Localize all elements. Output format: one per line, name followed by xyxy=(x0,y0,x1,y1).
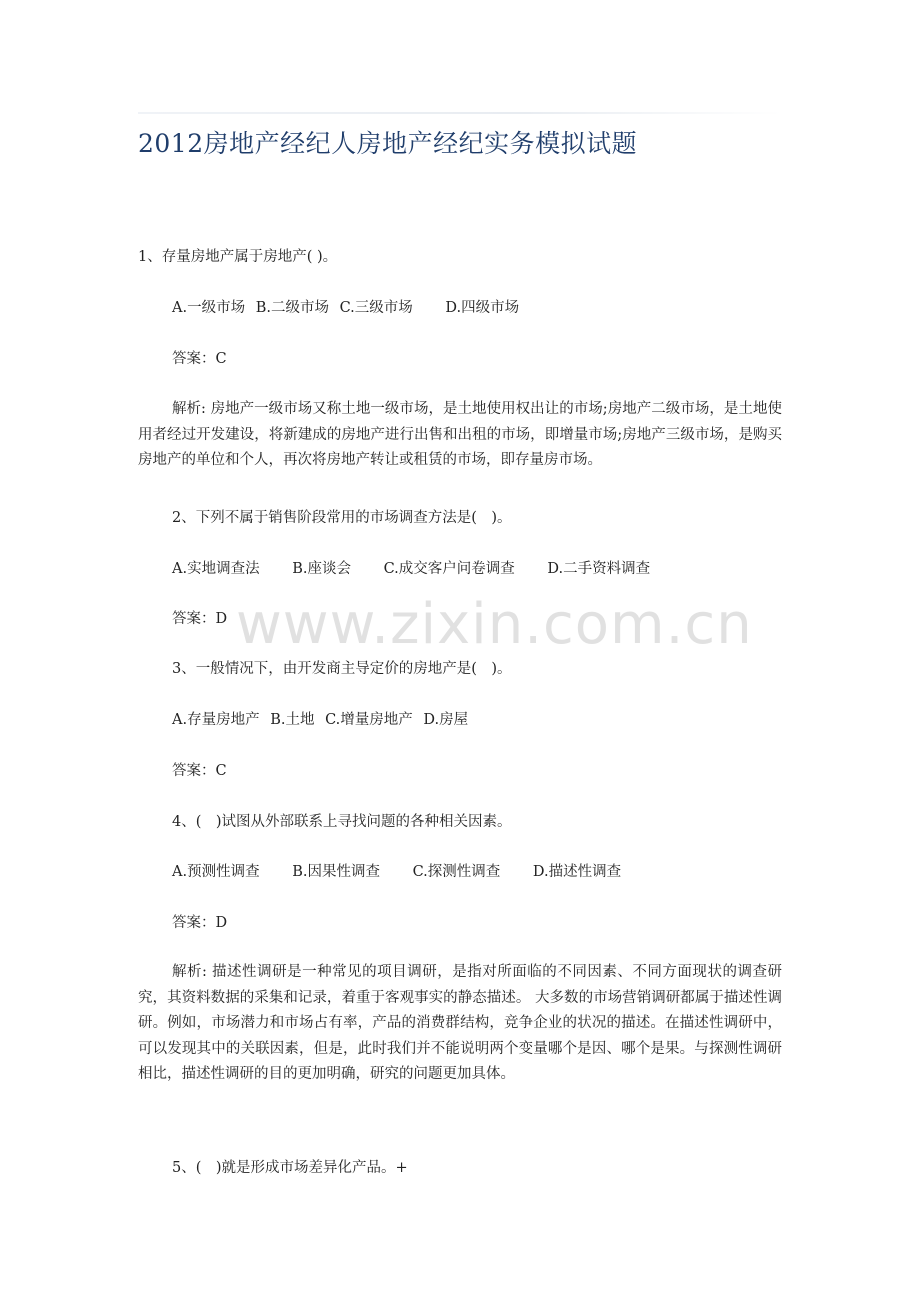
question-2-option-c: C.成交客户问卷调查 xyxy=(383,561,515,577)
question-2-option-d: D.二手资料调查 xyxy=(547,561,651,577)
question-4-options xyxy=(172,862,621,882)
question-4-answer: 答案：D xyxy=(172,915,228,931)
question-4-option-c: C.探测性调查 xyxy=(412,864,501,880)
question-1-option-d: D.四级市场 xyxy=(445,300,520,316)
question-1-options xyxy=(172,298,519,318)
question-3-options xyxy=(172,710,468,730)
question-1-option-c: C.三级市场 xyxy=(339,300,413,316)
question-2-option-b: B.座谈会 xyxy=(292,561,351,577)
question-1-option-a: A.一级市场 xyxy=(172,300,246,316)
title-rule xyxy=(138,112,782,114)
watermark: www.zixin.com.cn xyxy=(236,592,753,657)
question-1-option-b: B.二级市场 xyxy=(255,300,329,316)
question-2-option-a: A.实地调查法 xyxy=(172,561,260,577)
question-1-answer: 答案：C xyxy=(172,351,227,367)
question-2-answer: 答案：D xyxy=(172,611,228,627)
question-4-option-b: B.因果性调查 xyxy=(292,864,380,880)
question-4-option-a: A.预测性调查 xyxy=(172,864,260,880)
question-3-option-a: A.存量房地产 xyxy=(172,712,260,728)
question-2-stem: 2、下列不属于销售阶段常用的市场调查方法是( )。 xyxy=(172,510,512,526)
question-3-stem: 3、一般情况下，由开发商主导定价的房地产是( )。 xyxy=(172,661,512,677)
document-title: 2012房地产经纪人房地产经纪实务模拟试题 xyxy=(138,129,638,158)
question-3-answer: 答案：C xyxy=(172,763,227,779)
question-5-stem: 5、( )就是形成市场差异化产品。+ xyxy=(172,1160,408,1176)
question-3-option-d: D.房屋 xyxy=(423,712,469,728)
question-4-stem: 4、( )试图从外部联系上寻找问题的各种相关因素。 xyxy=(172,814,512,830)
question-4-option-d: D.描述性调查 xyxy=(532,864,622,880)
question-3-option-c: C.增量房地产 xyxy=(325,712,413,728)
question-4-analysis: 解析: 描述性调研是一种常见的项目调研，是指对所面临的不同因素、不同方面现状的调查研究，其资料数据的采集和记录，着重于客观事实的静态描述。 大多数的市场营销调研都属于描述性调研。例如，市场潜力和市场占有率，产品的消费群结构，竞争企业的状况的描述。在描述性调研中，可以发现其中的关联因素，但是，此时我们并不能说明两个变量哪个是因、哪个是果。与探测性调研相比，描述性调研的目的更加明确，研究的问题更加具体。 xyxy=(138,964,782,1082)
question-1-stem: 1、存量房地产属于房地产( )。 xyxy=(138,249,338,265)
question-3-option-b: B.土地 xyxy=(270,712,315,728)
question-2-options xyxy=(172,559,650,579)
question-1-analysis: 解析: 房地产一级市场又称土地一级市场，是土地使用权出让的市场;房地产二级市场，是土地使用者经过开发建设，将新建成的房地产进行出售和出租的市场，即增量市场;房地产三级市场，是购买房地产的单位和个人，再次将房地产转让或租赁的市场，即存量房市场。 xyxy=(138,401,782,468)
